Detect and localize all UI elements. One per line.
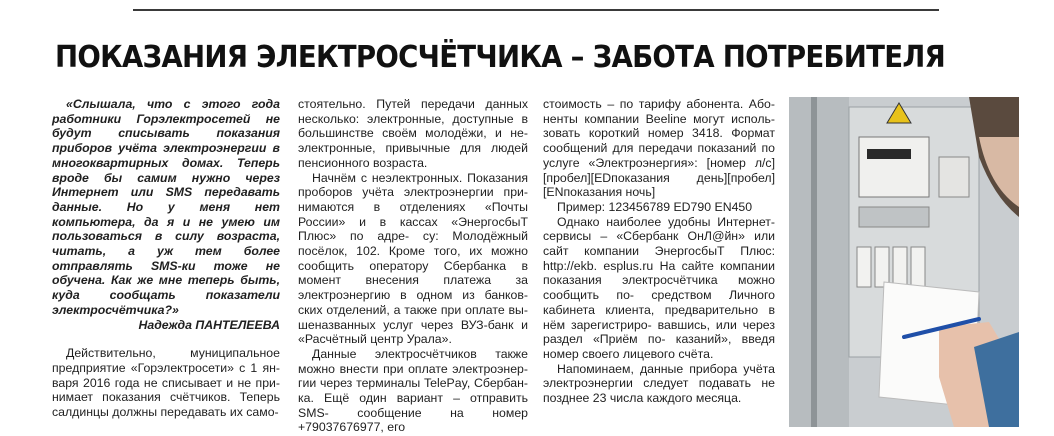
line: [пробел][EDпоказания день][пробел] [543, 170, 775, 185]
line: шеназванных услуг через ВУЗ-банк и [298, 317, 528, 332]
paragraph-5 [543, 215, 775, 362]
example-line: Пример: 123456789 ED790 EN450 [557, 199, 753, 214]
line: Действительно, муниципальное [66, 346, 280, 361]
top-rule [133, 9, 939, 11]
line: вавшись, или через раздел «Приём по- [543, 317, 775, 347]
line: электронные, привычные для людей [298, 141, 528, 156]
line: счёта. [678, 346, 714, 361]
line: большинстве своём молодёжи, и не- [298, 126, 528, 141]
line: за электроэнергию в одном из банков- [298, 273, 528, 303]
line: того, их можно сообщить оператору [298, 244, 528, 273]
article-headline: ПОКАЗАНИЯ ЭЛЕКТРОСЧЁТЧИКА – ЗАБОТА ПОТРЕБИТЕЛЯ [55, 40, 946, 75]
line: Напоминаем, данные прибора учёта [557, 361, 775, 376]
paragraph-1-end [298, 97, 528, 171]
paragraph-3-end [543, 97, 775, 200]
line: стоимость – по тарифу абонента. Або- [543, 97, 775, 111]
line: салдинцы должны передавать их само- [52, 405, 279, 420]
column-3 [543, 97, 775, 406]
line: предварительно в нём зарегистриро- [543, 302, 775, 332]
line: услуге «Электроэнергия»: [номер л/с] [543, 155, 775, 170]
paragraph-2 [298, 171, 528, 347]
line: казаний», введя номер своего лицевого [543, 332, 776, 361]
line: проборов учёта электроэнергии при- [298, 185, 528, 200]
line: электросчётчика можно сообщить по- [543, 273, 775, 303]
reader-quote: «Слышала, что с этого года работники Горэлектросетей не будут списывать показания приборов учёта электроэнергии в многоквартирных домах. Теперь вроде бы самим нужно через Интернет или SMS передавать данные. Но у меня нет компьютера, да я и не умею им пользоваться в силу возраста, читать, а уж тем более отправлять SMS-ки тоже не обучена. Как же мне теперь быть, куда сообщать показатели электросчётчика?» [52, 97, 280, 317]
line: электроэнергии следует подавать не [543, 376, 775, 391]
line: компании ЭнергосбыТ Плюс: http://ekb. [543, 244, 775, 273]
line: несколько: электронные, доступные в [298, 111, 528, 126]
quote-author: Надежда ПАНТЕЛЕЕВА [138, 317, 280, 332]
column-2 [298, 97, 528, 435]
line: «Расчётный центр Урала». [298, 332, 452, 347]
line: Данные электросчётчиков также [312, 346, 528, 361]
line: сообщение на номер +79037676977, его [298, 405, 528, 435]
line: варя 2016 года не списывает и не при- [52, 375, 280, 390]
line: су: Молодёжный посёлок, 102. Кроме [298, 229, 529, 259]
line: можно внести при оплате электроэнер- [298, 361, 528, 376]
line: средством Личного кабинета клиента, [543, 288, 775, 317]
line: Однако наиболее удобны Интернет- [557, 214, 775, 229]
column-1 [52, 97, 280, 420]
line: ка. Ещё один вариант – отправить SMS- [298, 391, 528, 420]
paragraph-3-start [298, 347, 528, 435]
line: ненты компании Beeline могут исполь- [543, 111, 775, 126]
paragraph-1-start [52, 346, 280, 420]
line: стоятельно. Путей передачи данных [298, 97, 528, 111]
line: пенсионного возраста. [298, 155, 428, 170]
line: зовать короткий номер 3418. Формат [543, 126, 775, 141]
line: Сбербанка в момент внесения платежа [298, 258, 528, 288]
paragraph-6 [543, 362, 775, 406]
line: нимаются в отделениях «Почты России» [298, 199, 528, 229]
line: сообщений для передачи показаний по [543, 141, 775, 156]
line: [ENпоказания ночь] [543, 185, 656, 200]
line: esplus.ru На сайте компании показания [543, 258, 775, 288]
line: гии через терминалы TelePay, Сбербан- [298, 376, 528, 391]
line: позднее 23 числа каждого месяца. [543, 391, 742, 406]
line: Начнём с неэлектронных. Показания [312, 170, 528, 185]
article-photo [789, 97, 1019, 427]
line: ских отделений, а также при оплате вы- [298, 302, 528, 317]
line: нимает показания счётчиков. Теперь [52, 390, 280, 405]
line: и в кассах «ЭнергосбыТ Плюс» по адре- [298, 214, 529, 244]
meter-reading-illustration [789, 97, 1019, 427]
line: предприятие «Горэлектросети» с 1 ян- [52, 360, 280, 375]
line: сервисы – «Сбербанк ОнЛ@йн» или сайт [543, 229, 775, 259]
